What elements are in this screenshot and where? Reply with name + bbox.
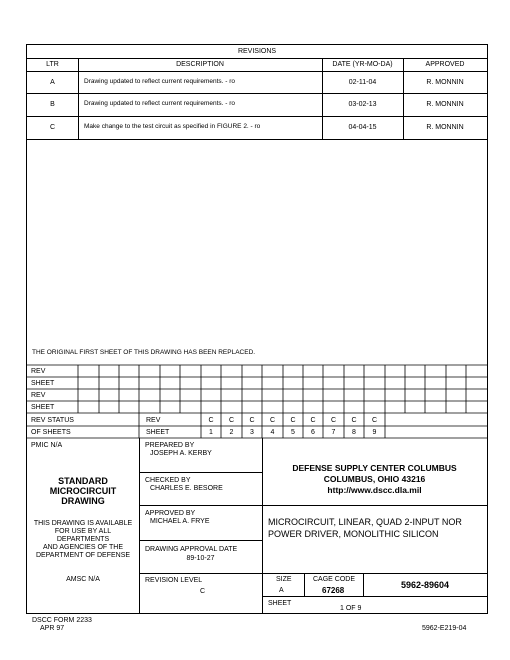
divider xyxy=(139,505,262,506)
rev-letter: C xyxy=(249,417,255,424)
sheet-label: SHEET xyxy=(268,600,292,607)
sheet-number: 8 xyxy=(352,429,356,436)
cage-code-value: 67268 xyxy=(322,586,345,595)
sheet-label: SHEET xyxy=(146,429,170,436)
rev-letter: C xyxy=(351,417,357,424)
approved-by-name: MICHAEL A. FRYE xyxy=(150,518,210,525)
of-sheets-label: OF SHEETS xyxy=(31,429,71,436)
divider xyxy=(262,505,487,506)
revision-ltr: B xyxy=(50,101,55,108)
sheet-number: 1 xyxy=(209,429,213,436)
approved-by-label: APPROVED BY xyxy=(145,510,196,517)
header-approved: APPROVED xyxy=(425,61,465,68)
rev-letter: C xyxy=(269,417,276,424)
rev-label: REV xyxy=(146,417,161,424)
rev-letter: C xyxy=(208,417,214,424)
sheet-number: 6 xyxy=(311,429,315,436)
sheet-number: 3 xyxy=(250,429,254,436)
revision-approver: R. MONNIN xyxy=(426,101,464,108)
availability-line: THIS DRAWING IS AVAILABLE xyxy=(33,520,133,527)
revisions-title: REVISIONS xyxy=(237,48,277,55)
sheet-number: 7 xyxy=(331,429,336,436)
revision-description: Drawing updated to reflect current requirements. - ro xyxy=(84,100,236,107)
rev-letter: C xyxy=(330,417,337,424)
availability-line: DEPARTMENTS xyxy=(56,536,110,543)
approval-date: 89-10-27 xyxy=(186,555,215,562)
standard-line: DRAWING xyxy=(61,496,105,506)
document-code: 5962-E219-04 xyxy=(422,625,467,632)
divider xyxy=(139,540,262,541)
pmic-label: PMIC N/A xyxy=(31,442,63,449)
grid-row-label: REV xyxy=(31,392,46,399)
divider xyxy=(139,472,262,473)
revision-ltr: C xyxy=(49,124,56,131)
grid-row-label: SHEET xyxy=(31,404,55,411)
grid-row-label: SHEET xyxy=(31,380,55,387)
revision-date: 02-11-04 xyxy=(348,79,377,86)
revision-description: Make change to the test circuit as specified in FIGURE 2. - ro xyxy=(84,123,261,130)
document-title-line: POWER DRIVER, MONOLITHIC SILICON xyxy=(268,529,439,539)
size-label: SIZE xyxy=(276,576,292,583)
revision-approver: R. MONNIN xyxy=(426,79,464,86)
header-ltr: LTR xyxy=(46,61,59,68)
rev-letter: C xyxy=(228,417,235,424)
form-number: DSCC FORM 2233 xyxy=(32,617,92,624)
availability-line: FOR USE BY ALL xyxy=(54,528,112,535)
grid-row-label: REV xyxy=(31,368,46,375)
revision-approver: R. MONNIN xyxy=(426,124,464,131)
rev-status-label: REV STATUS xyxy=(31,417,74,424)
cage-code-label: CAGE CODE xyxy=(313,576,356,583)
checked-by-label: CHECKED BY xyxy=(145,477,191,484)
revision-ltr: A xyxy=(50,79,55,86)
revision-level-label: REVISION LEVEL xyxy=(145,577,203,584)
sheet-of-count: 1 OF 9 xyxy=(340,605,362,612)
agency-url: http://www.dscc.dla.mil xyxy=(327,485,422,495)
sheet-number: 2 xyxy=(229,429,234,436)
checked-by-name: CHARLES E. BESORE xyxy=(150,485,223,492)
revision-date: 03-02-13 xyxy=(348,101,377,108)
document-title-line: MICROCIRCUIT, LINEAR, QUAD 2-INPUT NOR xyxy=(268,517,462,527)
header-description: DESCRIPTION xyxy=(176,61,224,68)
revision-date: 04-04-15 xyxy=(348,124,377,131)
rev-letter: C xyxy=(310,417,316,424)
standard-line: STANDARD xyxy=(58,476,108,486)
size-value: A xyxy=(279,587,284,594)
rev-letter: C xyxy=(371,417,378,424)
document-number: 5962-89604 xyxy=(400,580,450,590)
availability-line: DEPARTMENT OF DEFENSE xyxy=(35,552,131,559)
divider xyxy=(139,573,487,574)
sheet-number: 9 xyxy=(372,429,377,436)
standard-line: MICROCIRCUIT xyxy=(49,486,117,496)
revision-description: Drawing updated to reflect current requirements. - ro xyxy=(84,78,236,85)
agency-line: COLUMBUS, OHIO 43216 xyxy=(323,474,426,484)
replaced-note: THE ORIGINAL FIRST SHEET OF THIS DRAWING HAS BEEN REPLACED. xyxy=(32,349,256,356)
amsc-label: AMSC N/A xyxy=(66,576,100,583)
sheet-number: 5 xyxy=(291,429,295,436)
prepared-by-name: JOSEPH A. KERBY xyxy=(150,450,212,457)
divider xyxy=(139,438,140,614)
rev-letter: C xyxy=(290,417,296,424)
revision-level: C xyxy=(200,588,206,595)
availability-line: AND AGENCIES OF THE xyxy=(43,544,123,551)
prepared-by-label: PREPARED BY xyxy=(145,442,195,449)
agency-line: DEFENSE SUPPLY CENTER COLUMBUS xyxy=(292,463,457,473)
sheet-number: 4 xyxy=(270,429,275,436)
form-date: APR 97 xyxy=(40,625,65,632)
header-date: DATE (YR-MO-DA) xyxy=(332,61,393,68)
divider xyxy=(262,596,487,597)
approval-date-label: DRAWING APPROVAL DATE xyxy=(145,546,238,553)
divider xyxy=(304,573,305,596)
